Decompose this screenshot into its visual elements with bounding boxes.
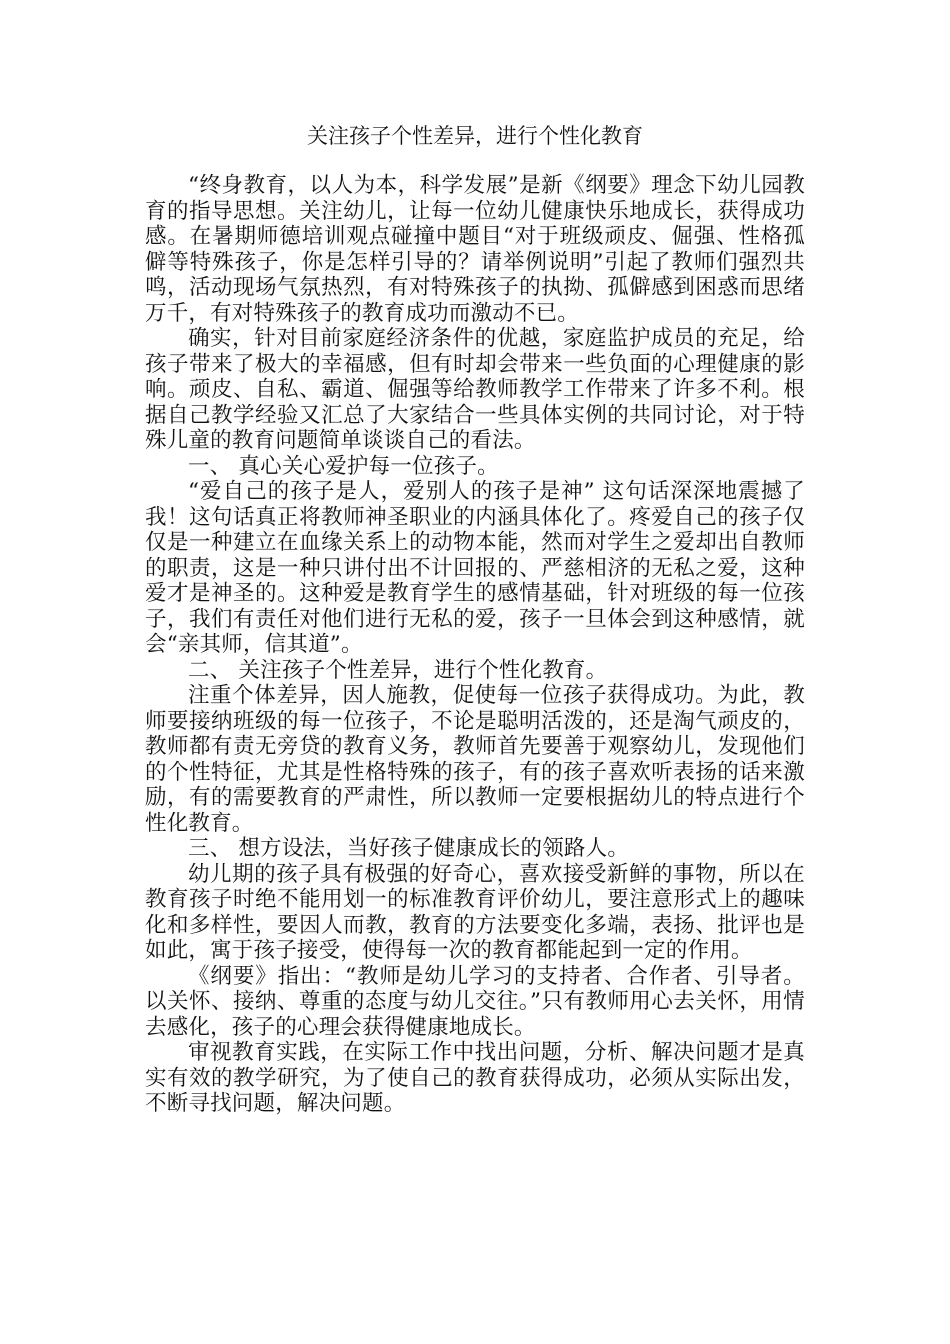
section-heading-2: 二、 关注孩子个性差异，进行个性化教育。 [188,657,608,683]
section-heading-3: 三、 想方设法，当好孩子健康成长的领路人。 [188,836,630,861]
document-title: 关注孩子个性差异，进行个性化教育 [307,124,643,148]
paragraph-conclusion: 审视教育实践，在实际工作中找出问题，分析、解决问题才是真实有效的教学研究，为了使自己的教育获得成功，必须从实际出发，不断寻找问题，解决问题。 [145,1040,805,1116]
section-heading-1: 一、 真心关心爱护每一位孩子。 [188,453,499,479]
paragraph-section-2: 注重个体差异，因人施教，促使每一位孩子获得成功。为此，教师要接纳班级的每一位孩子，不论是聪明活泼的，还是淘气顽皮的，教师都有责无旁贷的教育义务，教师首先要善于观察幼儿，发现他们的个性特征，尤其是性格特殊的孩子，有的孩子喜欢听表扬的话来激励，有的需要教育的严肃性，所以教师一定要根据幼儿的特点进行个性化教育。 [145,683,805,836]
paragraph-context: 确实，针对目前家庭经济条件的优越，家庭监护成员的充足，给孩子带来了极大的幸福感，但有时却会带来一些负面的心理健康的影响。顽皮、自私、霸道、倔强等给教师教学工作带来了许多不利。根据自己教学经验又汇总了大家结合一些具体实例的共同讨论，对于特殊儿童的教育问题简单谈谈自己的看法。 [145,326,805,453]
paragraph-intro: “终身教育，以人为本，科学发展”是新《纲要》理念下幼儿园教育的指导思想。关注幼儿，让每一位幼儿健康快乐地成长，获得成功感。在暑期师德培训观点碰撞中题目“对于班级顽皮、倔强、性格孤僻等特殊孩子，你是怎样引导的？请举例说明”引起了教师们强烈共鸣，活动现场气氛热烈，有对特殊孩子的执拗、孤僻感到困惑而思绪万千，有对特殊孩子的教育成功而激动不已。 [145,173,805,326]
document-body [145,173,805,1117]
paragraph-section-1: “爱自己的孩子是人，爱别人的孩子是神” 这句话深深地震撼了我！这句话真正将教师神圣职业的内涵具体化了。疼爱自己的孩子仅仅是一种建立在血缘关系上的动物本能，然而对学生之爱却出自教师的职责，这是一种只讲付出不计回报的、严慈相济的无私之爱，这种爱才是神圣的。这种爱是教育学生的感情基础，针对班级的每一位孩子，我们有责任对他们进行无私的爱，孩子一旦体会到这种感情，就会“亲其师，信其道”。 [145,479,805,657]
paragraph-gangyao-quote: 《纲要》指出：“教师是幼儿学习的支持者、合作者、引导者。以关怀、接纳、尊重的态度与幼儿交往。”只有教师用心去关怀，用情去感化，孩子的心理会获得健康地成长。 [145,963,805,1040]
paragraph-section-3: 幼儿期的孩子具有极强的好奇心，喜欢接受新鲜的事物，所以在教育孩子时绝不能用划一的标准教育评价幼儿，要注意形式上的趣味化和多样性，要因人而教，教育的方法要变化多端，表扬、批评也是如此，寓于孩子接受，使得每一次的教育都能起到一定的作用。 [145,861,805,963]
